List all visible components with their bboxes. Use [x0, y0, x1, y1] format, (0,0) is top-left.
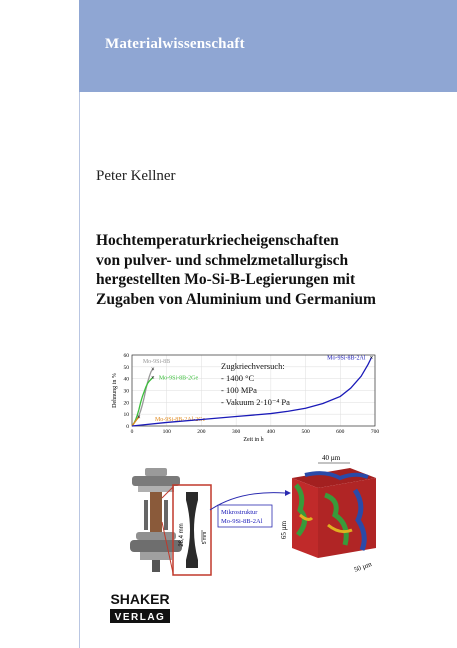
specimen-length-label: 28,4 mm	[179, 523, 185, 547]
x-tick-label: 200	[197, 429, 206, 435]
series-label: Mo-9Si-8B-2Al-2Ge	[154, 417, 206, 424]
cube-top-label: 40 µm	[322, 454, 341, 462]
x-tick-label: 100	[162, 429, 171, 435]
title-line: Zugaben von Aluminium und Germanium	[96, 290, 376, 308]
microstructure-alloy: Mo-9Si-8B-2Al	[221, 518, 263, 525]
y-axis-label: Dehnung in %	[112, 373, 118, 408]
series-end-marker: ×	[151, 367, 155, 374]
y-tick-label: 50	[123, 364, 129, 371]
condition-item: - Vakuum 2·10⁻⁴ Pa	[221, 397, 290, 407]
series-label: Mo-9Si-8B-2Al	[327, 355, 366, 362]
series-label: Mo-9Si-8B-2Ge	[158, 375, 199, 382]
y-tick-label: 60	[123, 353, 129, 359]
x-tick-label: 0	[130, 429, 134, 435]
y-tick-label: 0	[126, 424, 129, 430]
x-tick-label: 600	[336, 429, 345, 435]
left-stripe	[79, 92, 80, 648]
series-title: Materialwissenschaft	[105, 36, 245, 52]
title-line: hergestellten Mo-Si-B-Legierungen mit	[96, 271, 356, 288]
condition-item: - 1400 °C	[221, 373, 255, 383]
book-title	[96, 231, 446, 309]
series-line	[132, 377, 153, 426]
conditions-heading: Zugkriechversuch:	[221, 361, 285, 371]
publisher-subtitle: VERLAG	[114, 612, 166, 623]
condition-item: - 100 MPa	[221, 385, 257, 395]
x-axis-label: Zeit in h	[243, 437, 264, 443]
title-line: Hochtemperaturkriecheigenschaften	[96, 232, 339, 249]
cover-figure	[100, 350, 390, 580]
x-tick-label: 500	[301, 429, 310, 435]
microstructure-cube	[280, 454, 376, 574]
specimen-box	[162, 485, 211, 575]
microstructure-callout	[210, 490, 291, 527]
y-tick-label: 10	[123, 412, 129, 419]
series-end-marker: ×	[137, 415, 141, 422]
x-tick-label: 400	[266, 429, 275, 435]
author-name: Peter Kellner	[96, 168, 176, 184]
microstructure-label: Mikrostruktur	[221, 509, 258, 516]
creep-machine-illustration	[130, 468, 182, 572]
cube-left-label: 65 µm	[280, 520, 288, 540]
publisher-name: SHAKER	[110, 591, 170, 607]
cube-right-label: 50 µm	[352, 560, 373, 574]
x-tick-label: 300	[232, 429, 241, 435]
series-label: Mo-9Si-8B	[142, 359, 171, 366]
y-tick-label: 40	[123, 376, 129, 383]
conditions-box	[221, 361, 290, 407]
y-tick-label: 30	[123, 388, 129, 395]
title-line: von pulver- und schmelzmetallurgisch	[96, 251, 349, 269]
specimen-width-label: 5 mm	[202, 531, 208, 545]
x-tick-label: 700	[370, 429, 380, 435]
shaker-verlag-logo	[107, 588, 173, 626]
y-tick-label: 20	[123, 400, 129, 407]
series-end-marker: ×	[151, 375, 155, 382]
series-end-marker: ×	[369, 355, 374, 362]
